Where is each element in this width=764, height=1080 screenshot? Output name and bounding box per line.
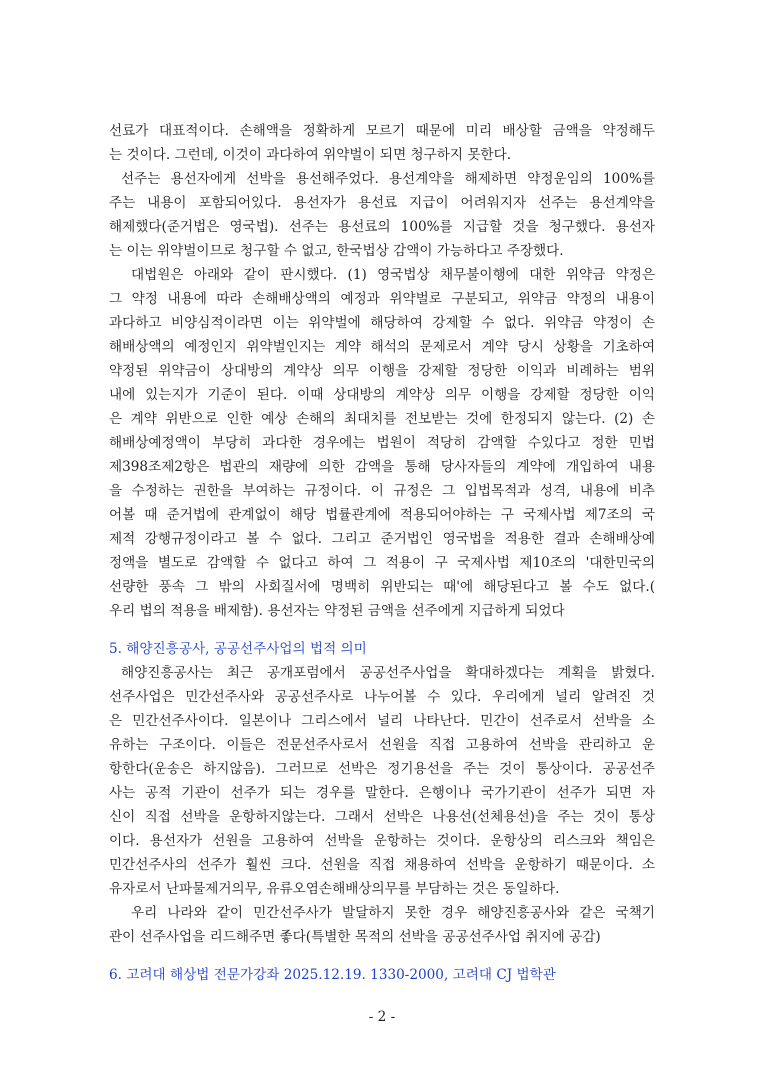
text-line: 는 이는 위약벌이므로 청구할 수 없고, 한국법상 감액이 가능하다고 주장했다. [109,243,564,259]
paragraph [109,167,655,263]
text-line: 그 약정 내용에 따라 손해배상액의 예정과 위약벌로 구분되고, 위약금 약정의 내용이 [109,291,655,307]
text-line: 정액을 별도로 감액할 수 없다고 하여 그 적용이 구 국제사법 제10조의 '대한민국의 [109,555,655,571]
text-line: 선료가 대표적이다. 손해액을 정확하게 모르기 때문에 미리 배상할 금액을 약정해두 [109,123,655,139]
text-line: 우리 나라와 같이 민간선주사가 발달하지 못한 경우 해양진흥공사와 같은 국책기 [131,905,655,921]
section-spacer [109,623,655,637]
text-line: 대법원은 아래와 같이 판시했다. (1) 영국법상 채무불이행에 대한 위약금 약정은 [131,267,655,283]
text-line: 어볼 때 준거법에 관계없이 해당 법률관계에 적용되어야하는 구 국제사법 제7조의 국 [109,507,655,523]
text-line: 항한다(운송은 하지않음). 그러므로 선박은 정기용선을 주는 것이 통상이다. 공공선주 [109,761,655,777]
section-heading: 5. 해양진흥공사, 공공선주사업의 법적 의미 [109,641,367,657]
text-line: 은 계약 위반으로 인한 예상 손해의 최대치를 전보받는 것에 한정되지 않는다. (2) 손 [109,411,655,427]
text-line: 선주사업은 민간선주사와 공공선주사로 나누어볼 수 있다. 우리에게 널리 알려진 것 [109,689,655,705]
text-line: 유자로서 난파물제거의무, 유류오염손해배상의무를 부담하는 것은 동일하다. [109,881,560,897]
text-line: 약정된 위약금이 상대방의 계약상 의무 이행을 강제할 정당한 이익과 비례하는 범위 [109,363,655,379]
text-line: 내에 있는지가 기준이 된다. 이때 상대방의 계약상 의무 이행을 강제할 정당한 이익 [109,387,655,403]
text-line: 민간선주사의 선주가 훨씬 크다. 선원을 직접 채용하여 선박을 운항하기 때문이다. 소 [109,857,655,873]
page-body [109,119,655,987]
text-line: 제398조제2항은 법관의 재량에 의한 감액을 통해 당사자들의 계약에 개입하여 내용 [109,459,655,475]
text-line: 선량한 풍속 그 밖의 사회질서에 명백히 위반되는 때'에 해당된다고 볼 수도 없다.( [109,579,655,595]
text-line: 사는 공적 기관이 선주가 되는 경우를 말한다. 은행이나 국가기관이 선주가 되면 자 [109,785,655,801]
text-line: 해배상예정액이 부당히 과다한 경우에는 법원이 적당히 감액할 수있다고 정한 민법 [109,435,655,451]
text-line: 제적 강행규정이라고 볼 수 없다. 그리고 준거법인 영국법을 적용한 결과 손해배상예 [109,531,655,547]
text-line: 이다. 용선자가 선원을 고용하여 선박을 운항하는 것이다. 운항상의 리스크와 책임은 [109,833,655,849]
text-line: 선주는 용선자에게 선박을 용선해주었다. 용선계약을 해제하면 약정운임의 100%를 [121,171,655,187]
paragraph [109,119,655,167]
paragraph [109,661,655,901]
paragraph [109,263,655,623]
text-line: 관이 선주사업을 리드해주면 좋다(특별한 목적의 선박을 공공선주사업 취지에 공감) [109,929,601,945]
text-line: 해제했다(준거법은 영국법). 선주는 용선료의 100%를 지급할 것을 청구했다. 용선자 [109,219,655,235]
text-line: 은 민간선주사이다. 일본이나 그리스에서 널리 나타난다. 민간이 선주로서 선박을 소 [109,713,655,729]
text-line: 주는 내용이 포함되어있다. 용선자가 용선료 지급이 어려워지자 선주는 용선계약을 [109,195,655,211]
text-line: 신이 직접 선박을 운항하지않는다. 그래서 선박은 나용선(선체용선)을 주는 것이 통상 [109,809,655,825]
text-line: 과다하고 비양심적이라면 이는 위약벌에 해당하여 강제할 수 없다. 위약금 약정이 손 [109,315,655,331]
text-line: 우리 법의 적용을 배제함). 용선자는 약정된 금액을 선주에게 지급하게 되었다 [109,603,565,619]
text-line: 유하는 구조이다. 이들은 전문선주사로서 선원을 직접 고용하여 선박을 관리하고 운 [109,737,655,753]
text-line: 해배상액의 예정인지 위약벌인지는 계약 해석의 문제로서 계약 당시 상황을 기초하여 [109,339,655,355]
text-line: 해양진흥공사는 최근 공개포럼에서 공공선주사업을 확대하겠다는 계획을 밝혔다. [121,665,655,681]
page-number: - 2 - [368,1009,396,1025]
text-line: 을 수정하는 권한을 부여하는 규정이다. 이 규정은 그 입법목적과 성격, 내용에 비추 [109,483,655,499]
section-spacer [109,949,655,963]
text-line: 는 것이다. 그런데, 이것이 과다하여 위약벌이 되면 청구하지 못한다. [109,147,512,163]
paragraph [109,901,655,949]
section-heading: 6. 고려대 해상법 전문가강좌 2025.12.19. 1330-2000, 고려대 CJ 법학관 [109,967,556,983]
